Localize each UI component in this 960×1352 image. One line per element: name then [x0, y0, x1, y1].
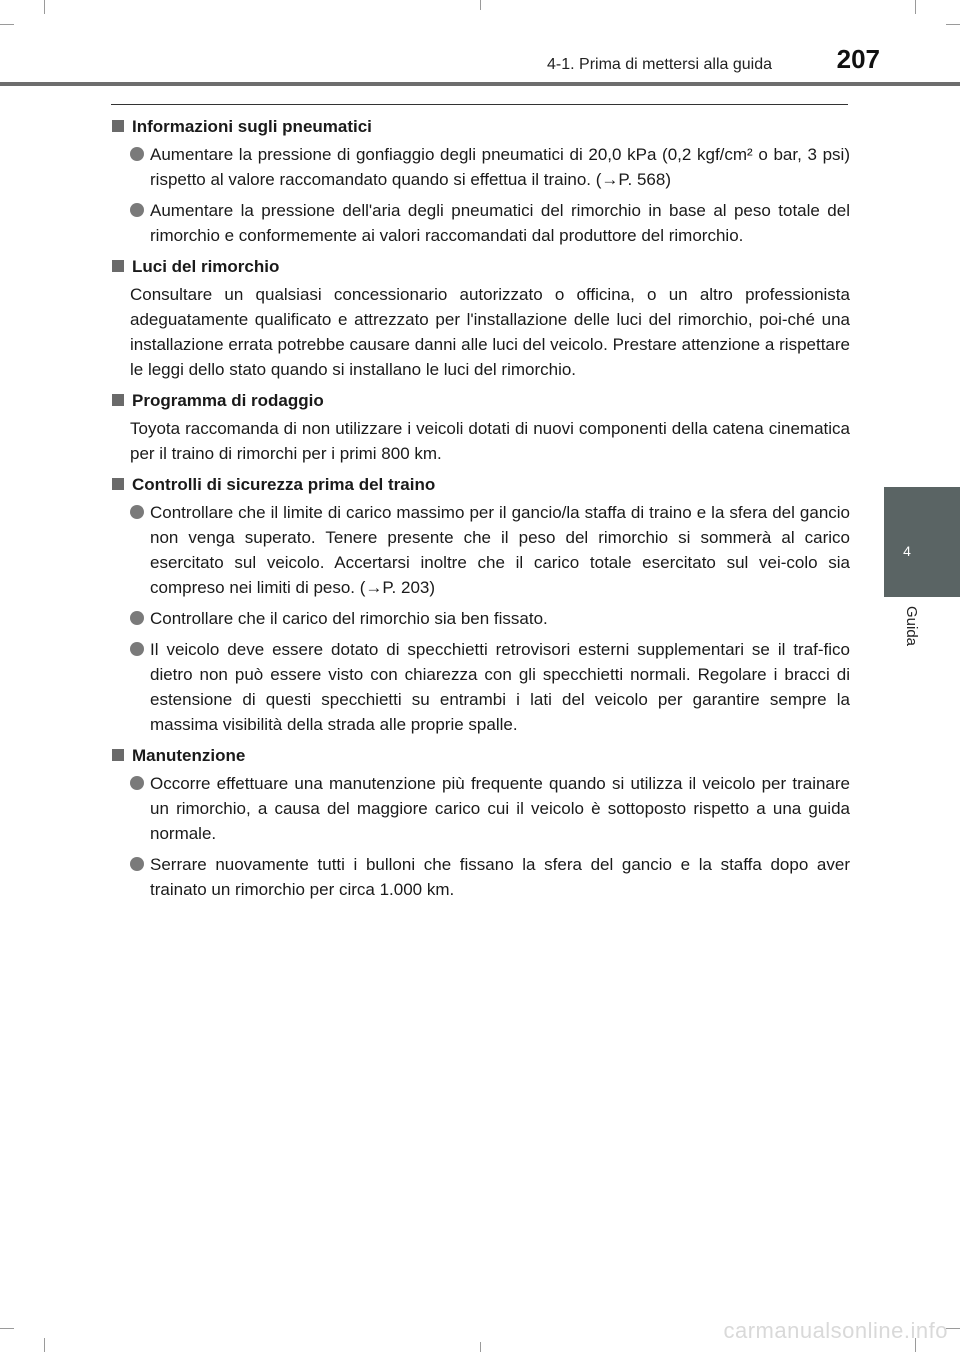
chapter-label: Guida	[903, 606, 920, 647]
bullet-text: Controllare che il limite di carico massimo per il gancio/la staffa di traino e la sfera del gancio non venga superato. Tenere presente che il peso del rimorchio si sommerà al carico esercitato sul veicolo. Accertarsi inoltre che il carico totale esercitato sul vei-colo sia compreso nei limiti di peso. (→P. 203)	[150, 503, 850, 597]
section-heading: Manutenzione	[132, 746, 246, 765]
section-trailer-lights	[111, 254, 850, 382]
list-item	[111, 500, 850, 600]
section-square-icon	[112, 478, 124, 490]
list-item	[111, 771, 850, 846]
list-item	[111, 637, 850, 737]
header-rule	[111, 104, 848, 105]
bullet-dot-icon	[130, 203, 144, 217]
bullet-dot-icon	[130, 857, 144, 871]
crop-mark	[44, 1338, 45, 1352]
bullet-dot-icon	[130, 147, 144, 161]
list-item	[111, 606, 850, 631]
section-heading: Controlli di sicurezza prima del traino	[132, 475, 436, 494]
list-item	[111, 142, 850, 192]
page-number: 207	[836, 44, 880, 74]
chapter-tab	[884, 487, 960, 597]
bullet-text: Occorre effettuare una manutenzione più frequente quando si utilizza il veicolo per trainare un rimorchio, a causa del maggiore carico cui il veicolo è sottoposto rispetto a una guida normale.	[150, 774, 850, 843]
header-bar	[0, 82, 960, 86]
section-maintenance	[111, 743, 850, 902]
bullet-dot-icon	[130, 505, 144, 519]
crop-mark	[480, 0, 481, 10]
section-paragraph: Toyota raccomanda di non utilizzare i veicoli dotati di nuovi componenti della catena cinematica per il traino di rimorchi per i primi 800 km.	[130, 419, 850, 463]
bullet-dot-icon	[130, 611, 144, 625]
watermark: carmanualsonline.info	[723, 1318, 948, 1343]
list-item	[111, 852, 850, 902]
bullet-text: Serrare nuovamente tutti i bulloni che fissano la sfera del gancio e la staffa dopo aver trainato un rimorchio per circa 1.000 km.	[150, 855, 850, 899]
section-break-in	[111, 388, 850, 466]
bullet-text: Aumentare la pressione di gonfiaggio degli pneumatici di 20,0 kPa (0,2 kgf/cm² o bar, 3 psi) rispetto al valore raccomandato quando si effettua il traino. (→P. 568)	[150, 145, 850, 189]
bullet-dot-icon	[130, 776, 144, 790]
crop-mark	[480, 1342, 481, 1352]
section-square-icon	[112, 394, 124, 406]
section-heading: Programma di rodaggio	[132, 391, 324, 410]
section-paragraph: Consultare un qualsiasi concessionario autorizzato o officina, o un altro professionista adeguatamente qualificato e attrezzato per l'installazione delle luci del rimorchio, poi-ché una installazione errata potrebbe causare danni alle luci del veicolo. Prestare attenzione a rispettare le leggi dello stato quando si installano le luci del rimorchio.	[130, 285, 850, 379]
section-square-icon	[112, 260, 124, 272]
crop-mark	[946, 24, 960, 25]
crop-mark	[946, 1328, 960, 1329]
bullet-text: Controllare che il carico del rimorchio sia ben fissato.	[150, 609, 548, 628]
list-item	[111, 198, 850, 248]
bullet-text: Aumentare la pressione dell'aria degli pneumatici del rimorchio in base al peso totale del rimorchio e conformemente ai valori raccomandati dal produttore del rimorchio.	[150, 201, 850, 245]
section-tyres	[111, 114, 850, 248]
crop-mark	[44, 0, 45, 14]
bullet-text: Il veicolo deve essere dotato di specchietti retrovisori esterni supplementari se il traf-fico dietro non può essere visto con chiarezza con gli specchietti normali. Regolare i bracci di estensione di questi specchietti su entrambi i lati del veicolo per garantire sempre la massima visibilità della strada alle proprie spalle.	[150, 640, 850, 734]
running-head: 4-1. Prima di mettersi alla guida	[547, 56, 772, 73]
crop-mark	[915, 0, 916, 14]
page-content	[111, 114, 850, 908]
crop-mark	[0, 1328, 14, 1329]
section-heading: Luci del rimorchio	[132, 257, 280, 276]
section-square-icon	[112, 749, 124, 761]
bullet-dot-icon	[130, 642, 144, 656]
chapter-number: 4	[903, 543, 911, 559]
crop-mark	[0, 24, 14, 25]
section-square-icon	[112, 120, 124, 132]
section-safety-checks	[111, 472, 850, 737]
section-heading: Informazioni sugli pneumatici	[132, 117, 372, 136]
